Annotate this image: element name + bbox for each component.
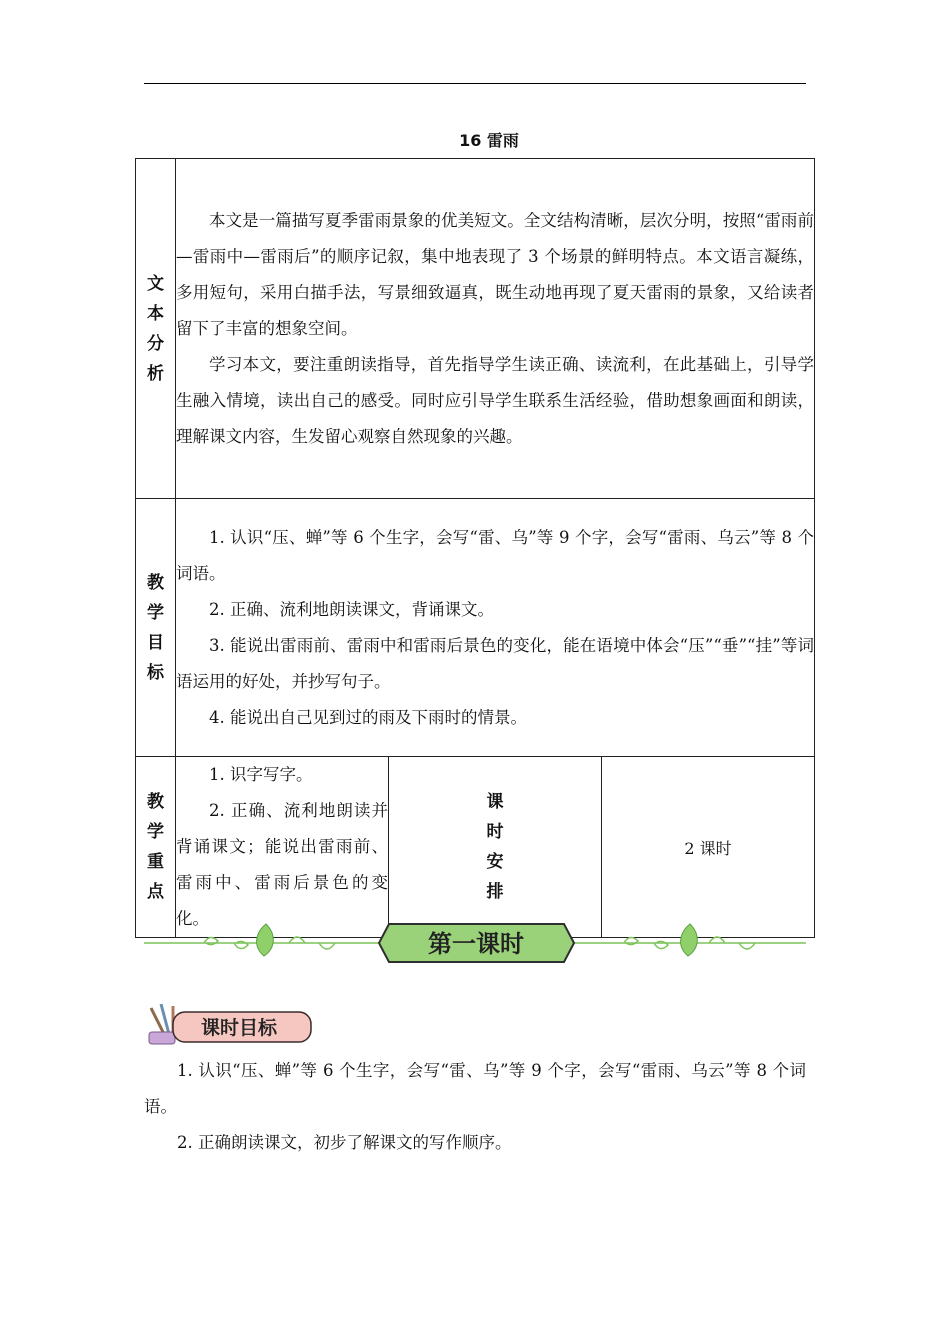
right-leaf-icon [681,924,698,956]
banner-text: 第一课时 [428,930,524,958]
objective-item: 2. 正确、流利地朗读课文，背诵课文。 [209,599,494,619]
key-points-row [136,757,815,938]
objective-item: 3. 能说出雷雨前、雷雨中和雷雨后景色的变化，能在语境中体会“压”“垂”“挂”等词语运用的好处，并抄写句子。 [176,635,814,691]
key-points-label: 教 学 重 点 [136,757,176,938]
objectives-row [136,499,815,757]
schedule-label: 课 时 安 排 [389,757,602,938]
key-point-item: 1. 识字写字。 [209,765,313,784]
lesson-goal-item: 1. 认识“压、蝉”等 6 个生字，会写“雷、乌”等 9 个字，会写“雷雨、乌云”等 8 个词语。 [144,1061,806,1116]
lesson-goal-item: 2. 正确朗读课文，初步了解课文的写作顺序。 [177,1133,512,1152]
schedule-value: 2 课时 [602,757,815,938]
objectives-label: 教 学 目 标 [136,499,176,757]
analysis-paragraph: 本文是一篇描写夏季雷雨景象的优美短文。全文结构清晰，层次分明，按照“雷雨前—雷雨中—雷雨后”的顺序记叙，集中地表现了 3 个场景的鲜明特点。本文语言凝练，多用短句，采用白描手法，写景细致逼真，既生动地再现了夏天雷雨的景象，又给读者留下了丰富的想象空间。 [176,210,814,338]
brush-icon [149,1004,175,1044]
lesson-banner [144,920,806,966]
lesson-goal-badge [143,1000,313,1050]
analysis-content [176,159,815,499]
analysis-row [136,159,815,499]
key-point-item: 2. 正确、流利地朗读并背诵课文；能说出雷雨前、雷雨中、雷雨后景色的变化。 [176,801,388,928]
key-points-content [176,757,389,938]
lesson-goal-text [144,1053,806,1161]
objective-item: 4. 能说出自己见到过的雨及下雨时的情景。 [209,707,527,727]
objectives-content [176,499,815,757]
page-title: 16 雷雨 [459,131,519,150]
lesson-plan-table [135,158,815,938]
analysis-label: 文 本 分 析 [136,159,176,499]
header-rule [144,83,806,84]
analysis-paragraph: 学习本文，要注重朗读指导，首先指导学生读正确、读流利，在此基础上，引导学生融入情境，读出自己的感受。同时应引导学生联系生活经验，借助想象画面和朗读，理解课文内容，生发留心观察自然现象的兴趣。 [176,354,814,446]
badge-text: 课时目标 [200,1017,278,1039]
objective-item: 1. 认识“压、蝉”等 6 个生字，会写“雷、乌”等 9 个字，会写“雷雨、乌云”等 8 个词语。 [176,527,814,583]
left-leaf-icon [257,924,274,956]
